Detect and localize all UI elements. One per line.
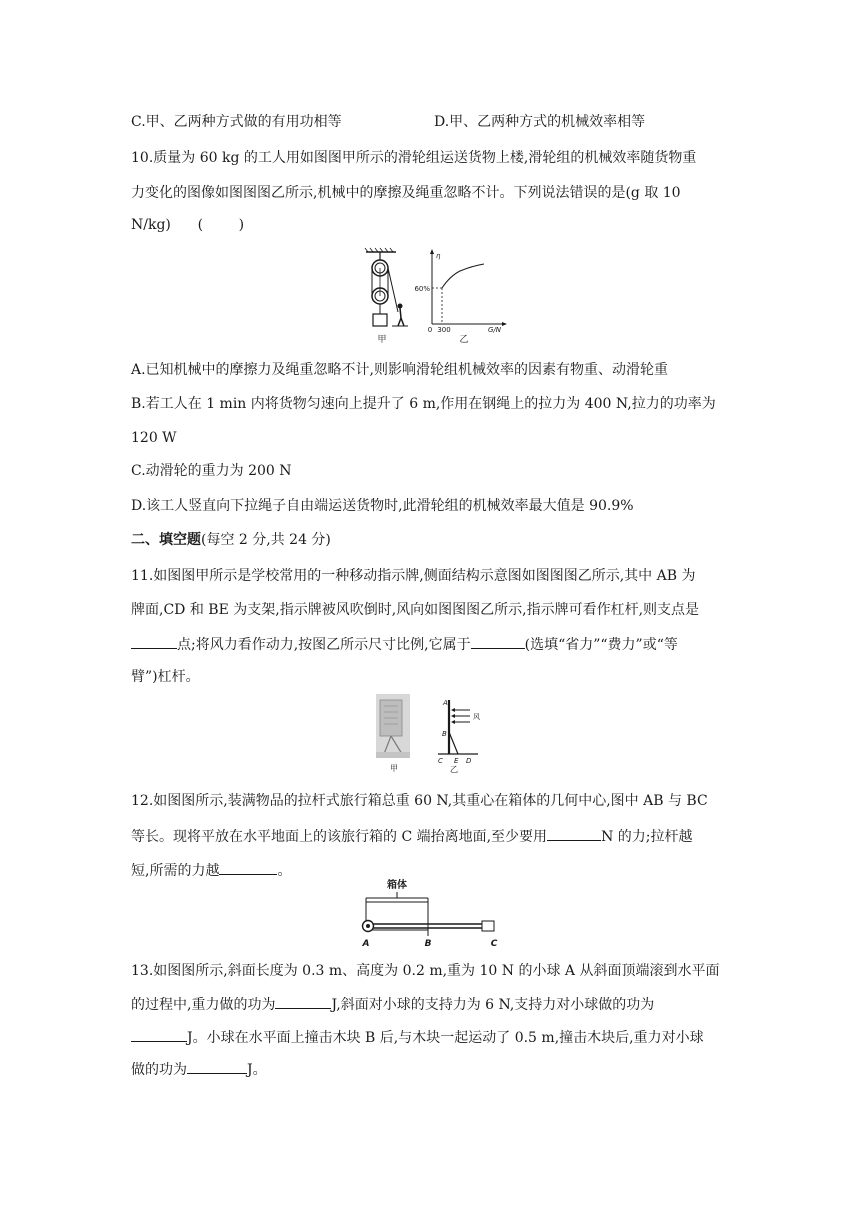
q13-line3-suffix: J。小球在水平面上撞击木块 B 后,与木块一起运动了 0.5 m,撞击木块后,重力对小球 [187,1030,704,1046]
q10-percent-label: 60% [414,285,430,293]
q11-wind-label: 风 [473,713,480,721]
q12-label-a: A [362,939,370,949]
q12-figure [354,878,508,950]
suitcase-diagram [363,892,495,936]
q11-label-b: B [442,730,447,738]
q10-figure [360,246,510,344]
q11-label-jia: 甲 [390,764,398,773]
q10-x-axis-label: G/N [488,326,502,334]
answer-blank[interactable] [187,1059,247,1074]
answer-blank[interactable] [471,634,525,649]
q12-line3-suffix: 。 [277,863,292,879]
q10-option-d: D.该工人竖直向下拉绳子自由端运送货物时,此滑轮组的机械效率最大值是 90.9% [131,498,634,514]
q10-origin-label: 0 [427,326,433,334]
section-header [131,530,331,550]
q12-stem-line1: 12.如图图所示,装满物品的拉杆式旅行箱总重 60 N,其重心在箱体的几何中心,图中 AB 与 BC [131,793,708,809]
q13-line4-suffix: J。 [247,1062,267,1078]
q12-label-c: C [490,939,498,949]
q11-label-d: D [466,757,472,765]
q13-stem-line4 [131,1059,267,1080]
q13-stem-line3 [131,1027,704,1048]
q11-stem-line4: 臂”)杠杆。 [131,669,200,685]
answer-blank[interactable] [131,1027,187,1042]
q11-stem-line1: 11.如图图甲所示是学校常用的一种移动指示牌,侧面结构示意图如图图图乙所示,其中 AB 为 [131,568,696,584]
q10-stem-line3: N/kg) ( ) [131,217,245,233]
q10-eta-label: η [436,252,441,260]
q13-stem-line1: 13.如图图所示,斜面长度为 0.3 m、高度为 0.2 m,重为 10 N 的小球 A 从斜面顶端滚到水平面 [131,963,720,979]
q13-line2-suffix: J,斜面对小球的支持力为 6 N,支持力对小球做的功为 [331,997,655,1013]
q10-option-a: A.已知机械中的摩擦力及绳重忽略不计,则影响滑轮组机械效率的因素有物重、动滑轮重 [131,362,669,378]
q11-stem-line2: 牌面,CD 和 BE 为支架,指示牌被风吹倒时,风向如图图图乙所示,指示牌可看作杠杆,则支点是 [131,602,700,618]
answer-blank[interactable] [131,634,177,649]
q11-figure [374,694,494,774]
q12-label-b: B [424,939,432,949]
q12-stem-line2 [131,826,692,847]
q12-line3-prefix: 短,所需的力越 [131,863,220,879]
q9-option-c: C.甲、乙两种方式做的有用功相等 [131,114,342,130]
q12-stem-line3 [131,860,291,881]
q10-label-yi: 乙 [459,335,469,344]
q10-x-tick: 300 [437,326,451,334]
q11-label-a: A [443,699,448,707]
section-title: 二、填空题 [131,532,201,548]
answer-blank[interactable] [275,994,331,1009]
q13-stem-line2 [131,994,654,1015]
q10-stem-line2: 力变化的图像如图图图乙所示,机械中的摩擦及绳重忽略不计。下列说法错误的是(g 取 10 [131,185,681,201]
q11-line3-suffix: (选填“省力”“费力”或“等 [524,637,678,653]
section-note: (每空 2 分,共 24 分) [201,532,331,548]
answer-blank[interactable] [219,860,277,875]
sign-photo [376,694,410,758]
q10-stem-line1: 10.质量为 60 kg 的工人用如图图甲所示的滑轮组运送货物上楼,滑轮组的机械效率随货物重 [131,150,697,166]
q9-option-d: D.甲、乙两种方式的机械效率相等 [434,114,646,130]
q10-option-c: C.动滑轮的重力为 200 N [131,463,292,479]
q13-line4-prefix: 做的功为 [131,1062,187,1078]
pulley-system-diagram [365,248,408,326]
q10-option-b-line1: B.若工人在 1 min 内将货物匀速向上提升了 6 m,作用在钢绳上的拉力为 400 N,拉力的功率为 [131,396,716,412]
q10-option-b-line2: 120 W [131,430,177,446]
q11-stem-line3 [131,634,678,655]
answer-blank[interactable] [547,826,601,841]
q11-label-yi: 乙 [450,765,458,774]
q13-line2-prefix: 的过程中,重力做的功为 [131,997,276,1013]
q12-line2-prefix: 等长。现将平放在水平地面上的该旅行箱的 C 端抬离地面,至少要用 [131,829,548,845]
q11-label-e: E [454,757,459,765]
q12-line2-suffix: N 的力;拉杆越 [601,829,693,845]
q12-box-label: 箱体 [387,880,407,891]
efficiency-graph [430,249,507,326]
q11-label-c: C [438,757,443,765]
q10-label-jia: 甲 [377,335,387,344]
sign-structure-diagram [438,700,478,754]
q11-line3-mid: 点;将风力看作动力,按图乙所示尺寸比例,它属于 [177,637,471,653]
